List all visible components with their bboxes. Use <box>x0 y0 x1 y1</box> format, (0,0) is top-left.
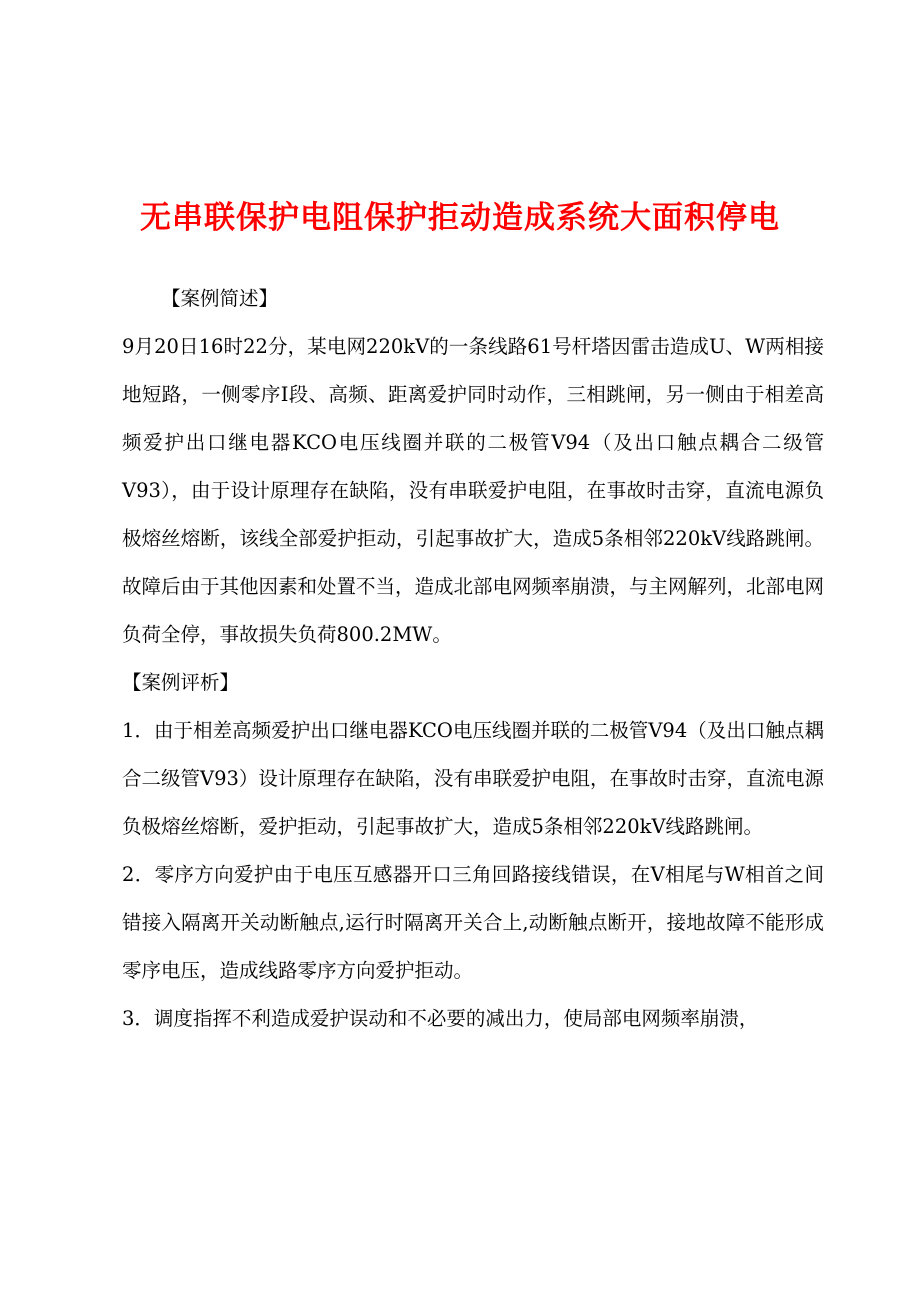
analysis-item: 1．由于相差高频爱护出口继电器KCO电压线圈并联的二极管V94（及出口触点耦合二级管V93）设计原理存在缺陷，没有串联爱护电阻，在事故时击穿，直流电源负极熔丝熔断，爱护拒动，引起事故扩大，造成5条相邻220kV线路跳闸。 <box>122 719 824 838</box>
document-title: 无串联保护电阻保护拒动造成系统大面积停电 <box>140 200 780 236</box>
summary-paragraph: 9月20日16时22分，某电网220kV的一条线路61号杆塔因雷击造成U、W两相接地短路，一侧零序Ⅰ段、高频、距离爱护同时动作，三相跳闸，另一侧由于相差高频爱护出口继电器KCO电压线圈并联的二极管V94（及出口触点耦合二级管V93），由于设计原理存在缺陷，没有串联爱护电阻，在事故时击穿，直流电源负极熔丝熔断，该线全部爱护拒动，引起事故扩大，造成5条相邻220kV线路跳闸。故障后由于其他因素和处置不当，造成北部电网频率崩溃，与主网解列，北部电网负荷全停，事故损失负荷800.2MW。 <box>122 335 825 646</box>
analysis-item: 2．零序方向爱护由于电压互感器开口三角回路接线错误，在V相尾与W相首之间错接入隔离开关动断触点,运行时隔离开关合上,动断触点断开，接地故障不能形成零序电压，造成线路零序方向爱护拒动。 <box>122 863 824 982</box>
analysis-item: 3．调度指挥不利造成爱护误动和不必要的减出力，使局部电网频率崩溃， <box>122 1007 759 1030</box>
document-body <box>122 275 824 1043</box>
analysis-heading: 【案例评析】 <box>122 671 240 694</box>
summary-heading: 【案例简述】 <box>161 287 279 310</box>
